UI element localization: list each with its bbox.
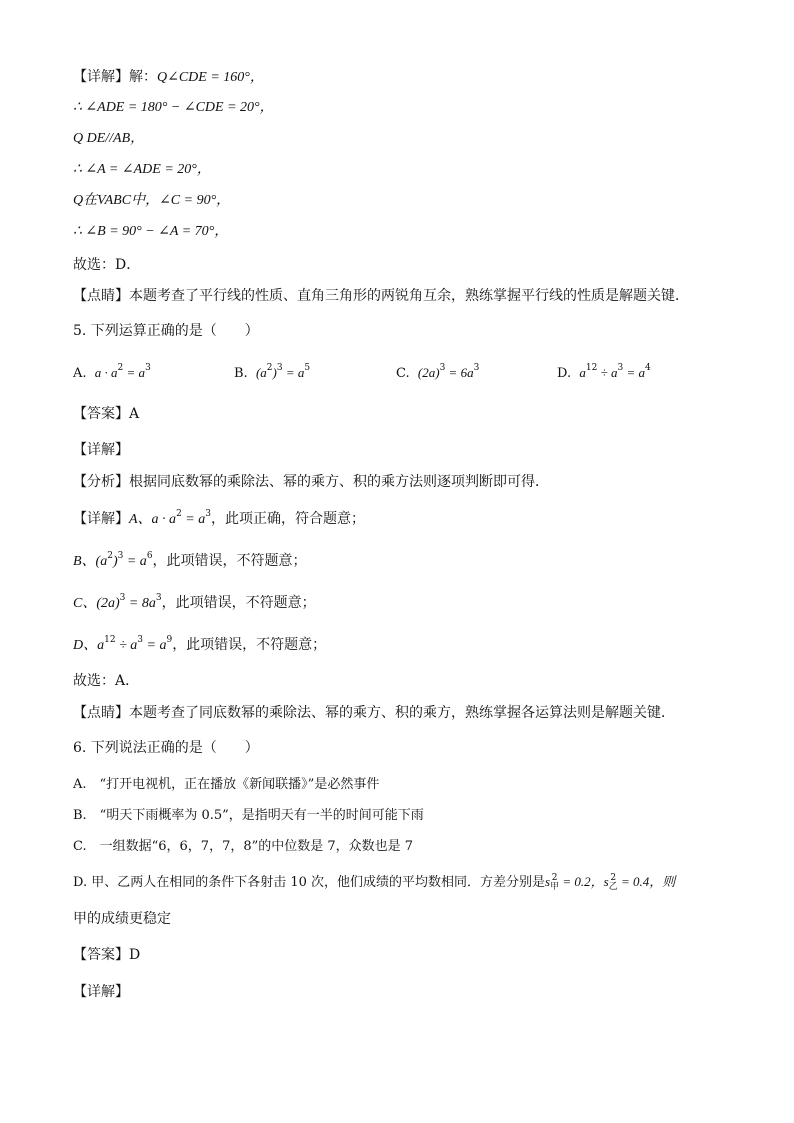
detail-line-b: B、$(a^2)^3 = a^6$，此项错误，不符题意； (73, 551, 307, 569)
question-stem: 6. 下列说法正确的是（ ） (73, 740, 259, 756)
section-label: 【点睛】 (73, 288, 129, 304)
analysis-line: 【分析】根据同底数幂的乘除法、幂的乘方、积的乘方法则逐项判断即可得． (73, 474, 549, 490)
section-label: 【点睛】 (73, 705, 129, 721)
solution-line: ∴ ∠A = ∠ADE = 20°， (73, 162, 211, 177)
section-label: 【答案】 (73, 406, 129, 422)
solution-line: Q在VABC中，∠C = 90°， (73, 193, 231, 208)
option-a: A. $a \cdot a^2 = a^3$ (73, 363, 151, 381)
section-label: 【分析】 (73, 474, 129, 490)
comment-line: 【点睛】本题考查了平行线的性质、直角三角形的两锐角互余，熟练掌握平行线的性质是解题关键． (73, 288, 689, 304)
detail-line-a: 【详解】A、$a \cdot a^2 = a^3$，此项正确，符合题意； (73, 509, 365, 527)
comment-line: 【点睛】本题考查了同底数幂的乘除法、幂的乘方、积的乘方，熟练掌握各运算法则是解题关键． (73, 705, 675, 721)
solution-line: ∴ ∠B = 90° − ∠A = 70°， (73, 224, 229, 239)
detail-line-d: D、$a^{12} \div a^3 = a^9$，此项错误，不符题意； (73, 635, 327, 653)
question-stem: 5. 下列运算正确的是（ ） (73, 323, 259, 339)
solution-line: Q DE//AB， (73, 131, 145, 146)
option-b: B. “明天下雨概率为 0.5”，是指明天有一半的时间可能下雨 (73, 808, 424, 823)
answer-value: D (129, 947, 141, 963)
solution-line: 【详解】解：Q∠CDE = 160°， (73, 69, 264, 85)
option-c: C. $(2a)^3 = 6a^3$ (396, 363, 480, 381)
answer-line (73, 405, 139, 423)
solution-line: ∴ ∠ADE = 180° − ∠CDE = 20°， (73, 100, 274, 115)
answer-value: A (129, 406, 140, 422)
answer-line (73, 946, 140, 964)
option-c: C. 一组数据“6，6，7，7，8”的中位数是 7，众数也是 7 (73, 839, 414, 854)
option-b: B. $(a^2)^3 = a^5$ (234, 363, 311, 381)
section-label: 【详解】 (73, 984, 129, 1000)
section-label: 【详解】 (73, 511, 129, 527)
option-d: D. 甲、乙两人在相同的条件下各射击 10 次，他们成绩的平均数相同．方差分别是s 2 甲 = 0.2，s 2 乙 = 0.4，则 (73, 872, 676, 892)
option-a: A. “打开电视机，正在播放《新闻联播》”是必然事件 (73, 777, 380, 792)
section-label: 【详解】 (73, 442, 129, 458)
option-d: D. $a^{12} \div a^3 = a^4$ (557, 363, 651, 381)
detail-line-c: C、$(2a)^3 = 8a^3$，此项错误，不符题意； (73, 593, 316, 611)
choose-line: 故选：D． (73, 257, 141, 273)
choose-line: 故选：A． (73, 673, 140, 689)
section-label: 【详解】 (73, 69, 129, 85)
option-d-continued: 甲的成绩更稳定 (73, 911, 171, 927)
section-label: 【答案】 (73, 947, 129, 963)
